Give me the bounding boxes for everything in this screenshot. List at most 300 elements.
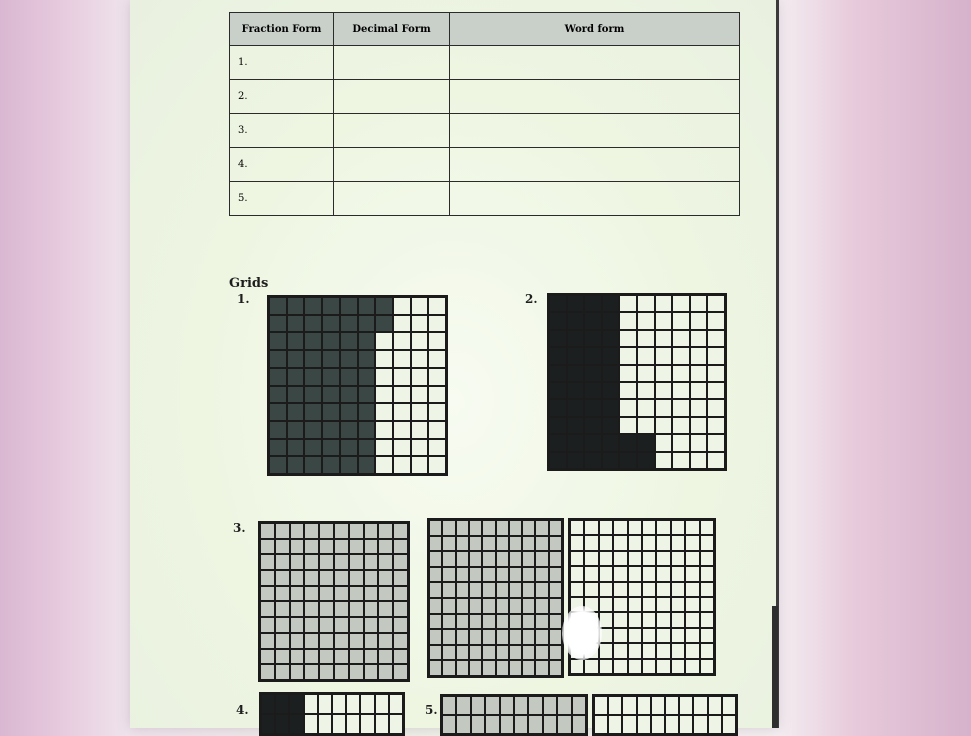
grid-cell: [535, 582, 548, 598]
grid-cell: [290, 601, 305, 617]
header-fraction-form: Fraction Form: [230, 13, 334, 46]
grid-cell: [456, 598, 469, 614]
grid-cell: [269, 386, 287, 404]
grid-label-2: 2.: [525, 292, 538, 306]
grid-cell: [637, 696, 651, 715]
grid-cell: [442, 536, 455, 552]
grid-cell: [655, 312, 673, 329]
grid-cell: [456, 696, 470, 715]
grid-cell: [349, 601, 364, 617]
grid-cell: [535, 536, 548, 552]
grid-cell: [522, 645, 535, 661]
grid-cell: [628, 582, 642, 597]
grid-cell: [690, 399, 708, 416]
grid-cell: [260, 586, 275, 602]
grid-cell: [334, 601, 349, 617]
word-cell[interactable]: [450, 46, 740, 80]
grid-cell: [567, 365, 585, 382]
grid-cell: [322, 421, 340, 439]
grid-cell: [549, 312, 567, 329]
grid-cell: [393, 570, 408, 586]
grid-cell: [722, 696, 736, 715]
grid-cell: [567, 452, 585, 469]
grid-1: [267, 295, 448, 476]
grid-cell: [549, 598, 562, 614]
grid-cell: [567, 417, 585, 434]
grid-cell: [655, 399, 673, 416]
grid-cell: [428, 297, 446, 315]
grid-cell: [260, 649, 275, 665]
grid-cell: [613, 520, 627, 535]
grid-cell: [637, 330, 655, 347]
grid-cell: [655, 452, 673, 469]
grid-label-4: 4.: [236, 703, 249, 717]
grid-cell: [260, 523, 275, 539]
grid-cell: [334, 554, 349, 570]
grid-cell: [628, 643, 642, 658]
grid-cell: [613, 551, 627, 566]
grid-cell: [567, 382, 585, 399]
grid-cell: [549, 399, 567, 416]
grid-cell: [608, 696, 622, 715]
grid-cell: [535, 660, 548, 676]
grid-cell: [287, 368, 305, 386]
grid-cell: [375, 456, 393, 474]
grid-cell: [319, 664, 334, 680]
grid-cell: [260, 633, 275, 649]
grid-cell: [482, 598, 495, 614]
word-cell[interactable]: [450, 80, 740, 114]
grid-cell: [393, 649, 408, 665]
grid-cell: [393, 664, 408, 680]
grid-cell: [393, 386, 411, 404]
grid-cell: [364, 554, 379, 570]
grid-cell: [722, 715, 736, 734]
grid-cell: [269, 439, 287, 457]
grid-cell: [665, 715, 679, 734]
grid-cell: [570, 659, 584, 674]
grid-cell: [364, 601, 379, 617]
grid-cell: [584, 551, 598, 566]
grid-cell: [570, 582, 584, 597]
decimal-cell[interactable]: [334, 182, 450, 216]
grid-cell: [656, 612, 670, 627]
grid-cell: [599, 582, 613, 597]
grid-cell: [685, 520, 699, 535]
grid-cell: [393, 297, 411, 315]
grid-cell: [656, 551, 670, 566]
grid-cell: [304, 649, 319, 665]
word-cell[interactable]: [450, 182, 740, 216]
grid-cell: [707, 295, 725, 312]
grid-cell: [260, 554, 275, 570]
grid-cell: [269, 403, 287, 421]
grid-cell: [602, 382, 620, 399]
grid-cell: [570, 535, 584, 550]
grid-cell: [608, 715, 622, 734]
grid-cell: [549, 551, 562, 567]
grid-cell: [584, 417, 602, 434]
grid-cell: [549, 365, 567, 382]
grid-cell: [619, 382, 637, 399]
grid-cell: [287, 332, 305, 350]
grid-cell: [535, 614, 548, 630]
grid-cell: [535, 551, 548, 567]
grid-cell: [393, 523, 408, 539]
grid-cell: [322, 297, 340, 315]
grid-cell: [655, 295, 673, 312]
grid-cell: [429, 598, 442, 614]
grid-cell: [378, 554, 393, 570]
grid-cell: [672, 434, 690, 451]
grid-cell: [428, 368, 446, 386]
grid-cell: [319, 617, 334, 633]
grid-cell: [429, 567, 442, 583]
grid-cell: [707, 312, 725, 329]
word-cell[interactable]: [450, 148, 740, 182]
grid-cell: [570, 551, 584, 566]
grid-cell: [275, 570, 290, 586]
header-word-form: Word form: [450, 13, 740, 46]
grid-cell: [672, 312, 690, 329]
grid-cell: [304, 539, 319, 555]
grid-cell: [456, 582, 469, 598]
grid-cell: [428, 421, 446, 439]
grid-cell: [707, 434, 725, 451]
grid-cell: [672, 452, 690, 469]
grid-cell: [584, 330, 602, 347]
grid-cell: [584, 659, 598, 674]
grid-cell: [304, 586, 319, 602]
grid-cell: [349, 664, 364, 680]
grid-cell: [346, 714, 360, 734]
grid-cell: [655, 365, 673, 382]
grid-cell: [442, 567, 455, 583]
grid-cell: [287, 350, 305, 368]
grid-cell: [567, 330, 585, 347]
grid-cell: [289, 694, 303, 714]
grid-cell: [260, 601, 275, 617]
grid-cell: [304, 570, 319, 586]
grid-cell: [690, 365, 708, 382]
grid-cell: [275, 554, 290, 570]
grid-cell: [642, 566, 656, 581]
grid-cell: [287, 403, 305, 421]
grid-cell: [290, 664, 305, 680]
decimal-cell[interactable]: [334, 46, 450, 80]
grid-cell: [260, 617, 275, 633]
grid-cell: [322, 439, 340, 457]
grid-cell: [375, 297, 393, 315]
grid-label-3: 3.: [233, 521, 246, 535]
grid-cell: [535, 520, 548, 536]
grid-cell: [690, 295, 708, 312]
grid-5-left: [440, 694, 588, 736]
grid-cell: [304, 694, 318, 714]
grid-cell: [378, 570, 393, 586]
grid-cell: [656, 659, 670, 674]
grid-cell: [619, 330, 637, 347]
grid-cell: [364, 523, 379, 539]
grid-cell: [656, 582, 670, 597]
grid-cell: [690, 330, 708, 347]
grid-cell: [304, 554, 319, 570]
grid-cell: [599, 659, 613, 674]
grid-cell: [456, 551, 469, 567]
grid-cell: [619, 417, 637, 434]
grid-cell: [700, 628, 714, 643]
grid-cell: [584, 520, 598, 535]
grid-cell: [700, 612, 714, 627]
grid-cell: [411, 297, 429, 315]
grid-cell: [456, 614, 469, 630]
grid-cell: [287, 456, 305, 474]
grid-cell: [378, 664, 393, 680]
grid-cell: [364, 664, 379, 680]
grid-cell: [535, 645, 548, 661]
grid-cell: [378, 586, 393, 602]
grid-cell: [602, 312, 620, 329]
grid-cell: [375, 421, 393, 439]
grid-cell: [411, 332, 429, 350]
grid-cell: [700, 643, 714, 658]
grid-cell: [567, 347, 585, 364]
grid-cell: [287, 297, 305, 315]
grid-label-1: 1.: [237, 292, 250, 306]
grid-cell: [549, 452, 567, 469]
grid-cell: [332, 714, 346, 734]
grid-cell: [319, 601, 334, 617]
grid-cell: [637, 434, 655, 451]
grid-cell: [584, 382, 602, 399]
grid-cell: [275, 664, 290, 680]
grid-cell: [707, 330, 725, 347]
grid-cell: [411, 368, 429, 386]
grid-cell: [549, 614, 562, 630]
grid-cell: [613, 582, 627, 597]
page-edge-shadow: [772, 606, 778, 728]
grid-cell: [304, 617, 319, 633]
grid-cell: [685, 582, 699, 597]
grid-cell: [672, 365, 690, 382]
grid-cell: [261, 694, 275, 714]
grid-cell: [340, 456, 358, 474]
grid-cell: [364, 539, 379, 555]
grid-cell: [522, 567, 535, 583]
grid-cell: [411, 315, 429, 333]
grid-cell: [349, 554, 364, 570]
grid-cell: [269, 421, 287, 439]
grid-cell: [671, 612, 685, 627]
grid-cell: [360, 694, 374, 714]
grid-cell: [304, 523, 319, 539]
grid-cell: [358, 297, 376, 315]
grid-cell: [393, 456, 411, 474]
grid-cell: [528, 715, 542, 734]
grid-cell: [584, 399, 602, 416]
grid-cell: [514, 715, 528, 734]
grid-cell: [656, 643, 670, 658]
grid-cell: [619, 295, 637, 312]
grid-cell: [319, 554, 334, 570]
grid-cell: [456, 567, 469, 583]
table-header-row: [230, 13, 740, 46]
grid-cell: [358, 421, 376, 439]
grid-cell: [260, 664, 275, 680]
decimal-cell[interactable]: [334, 80, 450, 114]
grid-cell: [304, 403, 322, 421]
grid-cell: [290, 586, 305, 602]
grid-cell: [319, 633, 334, 649]
grid-cell: [469, 629, 482, 645]
grid-cell: [364, 649, 379, 665]
grid-cell: [700, 659, 714, 674]
grid-cell: [375, 368, 393, 386]
grid-cell: [528, 696, 542, 715]
grid-cell: [655, 417, 673, 434]
grid-cell: [304, 601, 319, 617]
grid-cell: [509, 551, 522, 567]
grid-cell: [509, 520, 522, 536]
grid-cell: [469, 567, 482, 583]
grid-cell: [375, 403, 393, 421]
grid-cell: [349, 617, 364, 633]
grid-cell: [522, 660, 535, 676]
grid-cell: [304, 315, 322, 333]
grid-cell: [535, 598, 548, 614]
grid-cell: [665, 696, 679, 715]
grid-cell: [685, 643, 699, 658]
grid-cell: [469, 614, 482, 630]
grid-label-5: 5.: [425, 703, 438, 717]
grid-cell: [349, 539, 364, 555]
grid-cell: [375, 694, 389, 714]
grid-cell: [428, 315, 446, 333]
grid-cell: [485, 715, 499, 734]
grid-cell: [482, 567, 495, 583]
grid-cell: [690, 347, 708, 364]
grid-cell: [549, 536, 562, 552]
grid-cell: [642, 535, 656, 550]
grid-cell: [304, 714, 318, 734]
grid-cell: [349, 633, 364, 649]
grid-cell: [543, 696, 557, 715]
grid-cell: [275, 694, 289, 714]
grid-cell: [622, 696, 636, 715]
grid-cell: [496, 567, 509, 583]
grid-cell: [429, 520, 442, 536]
grid-cell: [707, 399, 725, 416]
grid-cell: [679, 715, 693, 734]
grid-cell: [602, 330, 620, 347]
grid-2: [547, 293, 727, 471]
grid-cell: [482, 629, 495, 645]
grid-cell: [304, 421, 322, 439]
grid-cell: [637, 452, 655, 469]
grid-cell: [442, 598, 455, 614]
grid-cell: [260, 539, 275, 555]
grid-cell: [672, 330, 690, 347]
grid-cell: [318, 694, 332, 714]
grid-cell: [340, 332, 358, 350]
grid-cell: [482, 536, 495, 552]
grid-cell: [594, 696, 608, 715]
grid-cell: [287, 315, 305, 333]
grid-cell: [509, 660, 522, 676]
grid-cell: [442, 645, 455, 661]
grid-cell: [456, 520, 469, 536]
grid-cell: [375, 350, 393, 368]
grid-cell: [509, 629, 522, 645]
grid-cell: [685, 535, 699, 550]
grid-cell: [656, 535, 670, 550]
grid-cell: [672, 382, 690, 399]
grid-cell: [429, 629, 442, 645]
grid-cell: [269, 315, 287, 333]
word-cell[interactable]: [450, 114, 740, 148]
grid-cell: [637, 347, 655, 364]
grid-cell: [319, 586, 334, 602]
grid-cell: [637, 295, 655, 312]
grid-cell: [594, 715, 608, 734]
grid-cell: [411, 403, 429, 421]
grid-cell: [656, 520, 670, 535]
grid-cell: [322, 332, 340, 350]
grid-cell: [535, 629, 548, 645]
grid-cell: [340, 403, 358, 421]
grid-cell: [393, 439, 411, 457]
grid-cell: [496, 582, 509, 598]
grid-cell: [393, 421, 411, 439]
grid-cell: [599, 597, 613, 612]
grid-cell: [613, 597, 627, 612]
grid-cell: [393, 633, 408, 649]
grid-cell: [628, 566, 642, 581]
grid-cell: [613, 566, 627, 581]
grid-cell: [290, 649, 305, 665]
grid-cell: [500, 715, 514, 734]
grid-cell: [693, 715, 707, 734]
grid-cell: [599, 566, 613, 581]
grid-cell: [393, 368, 411, 386]
decimal-cell[interactable]: [334, 148, 450, 182]
grid-cell: [358, 350, 376, 368]
grid-cell: [693, 696, 707, 715]
grid-cell: [334, 664, 349, 680]
grid-cell: [655, 382, 673, 399]
grid-cell: [456, 629, 469, 645]
grid-cell: [340, 439, 358, 457]
grid-cell: [690, 434, 708, 451]
grid-cell: [304, 297, 322, 315]
grid-cell: [642, 612, 656, 627]
grid-cell: [389, 694, 403, 714]
decimal-cell[interactable]: [334, 114, 450, 148]
grid-cell: [549, 520, 562, 536]
grid-cell: [269, 332, 287, 350]
table-row: [230, 114, 740, 148]
grid-cell: [707, 347, 725, 364]
grid-cell: [690, 312, 708, 329]
grid-cell: [428, 439, 446, 457]
grid-cell: [442, 696, 456, 715]
grid-cell: [628, 659, 642, 674]
grid-cell: [378, 617, 393, 633]
grid-cell: [637, 715, 651, 734]
grid-cell: [567, 399, 585, 416]
grid-cell: [456, 645, 469, 661]
grid-cell: [685, 659, 699, 674]
